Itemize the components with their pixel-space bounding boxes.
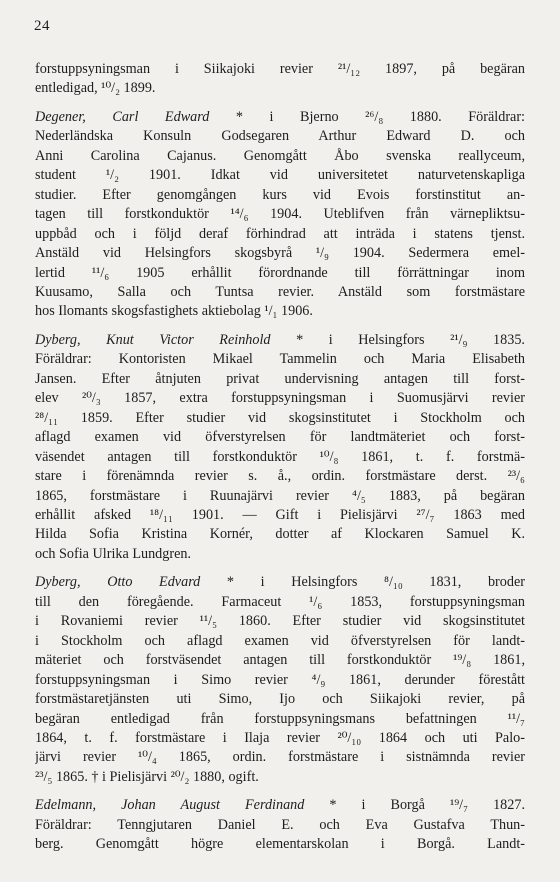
text-line: berg. Genomgått högre elementarskolan i Borgå. Landt-	[35, 836, 525, 853]
entry-edelmann	[35, 796, 525, 854]
entry-dyberg-knut	[35, 331, 525, 564]
text-line: studier. Efter genomgången kurs vid Evois forstinstitut an-	[35, 186, 525, 203]
entry-name: Dyberg, Knut Victor Reinhold	[35, 331, 271, 348]
entry-continuation	[35, 60, 525, 99]
text-line: Hilda Sofia Kristina Kornér, dotter af Klockaren Samuel K.	[35, 526, 525, 543]
text-line	[35, 573, 525, 592]
text-line: Anstäld vid Helsingfors skogsbyrå ¹/₉ 1904. Sedermera emel-	[35, 245, 525, 262]
text-line: entledigad, ¹⁰/₂ 1899.	[35, 80, 156, 97]
entry-gap	[35, 787, 525, 796]
text-line: Föräldrar: Tenngjutaren Daniel E. och Eva Gustafva Thun-	[35, 816, 525, 833]
entry-name: Dyberg, Otto Edvard	[35, 574, 201, 591]
entry-first-line-rest: * i Helsingfors ²¹/₉ 1835.	[270, 331, 525, 348]
text-line: Jansen. Efter åtnjuten privat undervisning antagen till forst-	[35, 370, 525, 387]
entry-dyberg-otto	[35, 573, 525, 787]
entry-degener	[35, 108, 525, 322]
text-line: ²⁸/₁₁ 1859. Efter studier vid skogsinstitutet i Stockholm och	[35, 409, 525, 426]
text-line: forstuppsyningsman i Simo revier ⁴/₉ 1861, derunder förestått	[35, 671, 525, 688]
text-line: Kuusamo, Salla och Tuntsa revier. Anstäld som forstmästare	[35, 283, 525, 300]
entry-gap	[35, 564, 525, 573]
text-line: Nederländska Konsuln Godsegaren Arthur Edward D. och	[35, 128, 525, 145]
entry-name: Degener, Carl Edward	[35, 108, 210, 125]
entry-gap	[35, 322, 525, 331]
text-line	[35, 796, 525, 815]
text-line: elev ²⁰/₃ 1857, extra forstuppsyningsman i Suomusjärvi revier	[35, 390, 525, 407]
page-number: 24	[34, 18, 50, 34]
text-line: och Sofia Ulrika Lundgren.	[35, 545, 192, 562]
text-line: forstmästaretjänsten uti Simo, Ijo och Siikajoki revier, på	[35, 691, 525, 708]
text-block	[35, 60, 525, 855]
text-line: Anni Carolina Cajanus. Genomgått Åbo svenska reallyceum,	[35, 147, 525, 164]
text-line: erhållit afsked ¹⁸/₁₁ 1901. — Gift i Pielisjärvi ²⁷/₇ 1863 med	[35, 506, 525, 523]
text-line: ²³/₅ 1865. † i Pielisjärvi ²⁰/₂ 1880, ogift.	[35, 768, 259, 785]
text-line: aflagd examen vid öfverstyrelsen för landtmäteriet och forst-	[35, 429, 525, 446]
entry-gap	[35, 99, 525, 108]
text-line: Föräldrar: Kontoristen Mikael Tammelin och Maria Elisabeth	[35, 351, 525, 368]
text-line: mäteriet och forstväsendet antagen till forstkonduktör ¹⁹/₈ 1861,	[35, 652, 525, 669]
text-line: tagen till forstkonduktör ¹⁴/₆ 1904. Uteblifven från värnepliktsu-	[35, 206, 525, 223]
text-line	[35, 331, 525, 350]
text-line: hos Ilomants skogsfastighets aktiebolag ¹/₁ 1906.	[35, 303, 313, 320]
text-line: forstuppsyningsman i Siikajoki revier ²¹/₁₂ 1897, på begäran	[35, 61, 525, 77]
text-line: uppbåd och i följd deraf förhindrad att inträda i statens tjenst.	[35, 225, 525, 242]
text-line: student ¹/₂ 1901. Idkat vid universitetet naturvetenskapliga	[35, 167, 525, 184]
text-line: i Stockholm och aflagd examen vid öfverstyrelsen för landt-	[35, 632, 525, 649]
entry-first-line-rest: * i Borgå ¹⁹/₇ 1827.	[304, 797, 525, 814]
text-line: 1865, forstmästare i Ruunajärvi revier ⁴/₅ 1883, på begäran	[35, 487, 525, 504]
entry-name: Edelmann, Johan August Ferdinand	[35, 797, 305, 814]
text-line: lertid ¹¹/₆ 1905 erhållit förordnande till förrättningar inom	[35, 264, 525, 281]
entry-first-line-rest: * i Bjerno ²⁶/₈ 1880. Föräldrar:	[209, 108, 525, 125]
text-line: stare i förenämnda revier s. å., ordin. forstmästare derst. ²³/₆	[35, 468, 525, 485]
text-line: 1864, t. f. forstmästare i Ilaja revier ²⁰/₁₀ 1864 och uti Palo-	[35, 729, 525, 746]
text-line	[35, 108, 525, 127]
text-line: begäran entledigad från forstuppsyningsmans befattningen ¹¹/₇	[35, 710, 525, 727]
text-line: järvi revier ¹⁰/₄ 1865, ordin. forstmästare i sistnämnda revier	[35, 749, 525, 766]
text-line: till den föregående. Farmaceut ¹/₆ 1853, forstuppsyningsman	[35, 593, 525, 610]
text-line: väsendet antagen till forstkonduktör ¹⁰/₈ 1861, t. f. forstmä-	[35, 448, 525, 465]
entry-first-line-rest: * i Helsingfors ⁸/₁₀ 1831, broder	[200, 574, 525, 591]
text-line: i Rovaniemi revier ¹¹/₅ 1860. Efter studier vid skogsinstitutet	[35, 613, 525, 630]
